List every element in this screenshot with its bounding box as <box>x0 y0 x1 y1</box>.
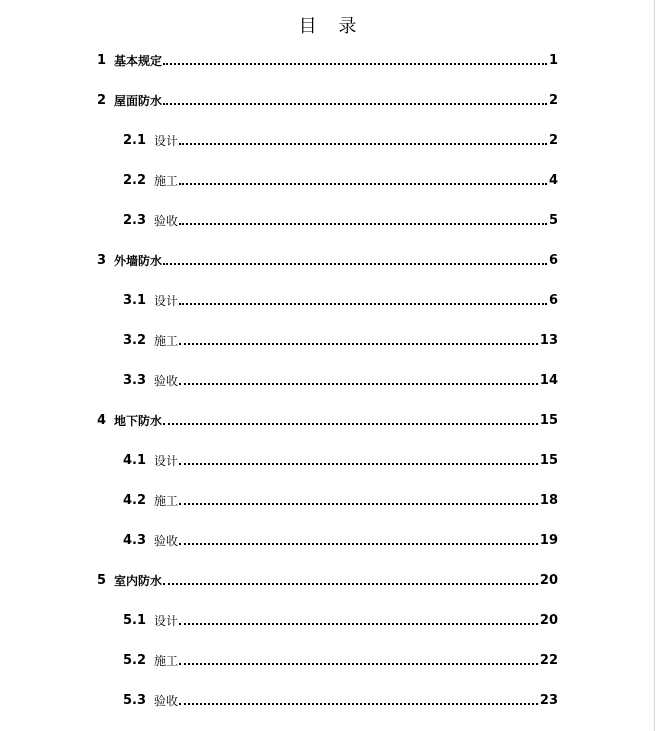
toc-entry-title: 验收 <box>154 694 179 708</box>
toc-leader-dots <box>179 183 547 185</box>
toc-entry-number: 2.1 <box>123 133 147 148</box>
toc-entry-page: 23 <box>539 693 558 708</box>
toc-entry[interactable] <box>123 452 558 470</box>
toc-entry-number: 1 <box>97 53 107 68</box>
toc-entry-title: 验收 <box>154 214 179 228</box>
toc-leader-dots <box>163 63 547 65</box>
toc-entry-page: 20 <box>539 573 558 588</box>
toc-entry-title: 设计 <box>154 134 179 148</box>
toc-entry-page: 19 <box>539 533 558 548</box>
toc-entry-number: 5.3 <box>123 693 147 708</box>
toc-leader-dots <box>163 423 538 425</box>
toc-entry-page: 6 <box>548 293 558 308</box>
toc-leader-dots <box>179 463 538 465</box>
toc-entry-title: 验收 <box>154 534 179 548</box>
toc-leader-dots <box>179 143 547 145</box>
toc-entry[interactable] <box>123 492 558 510</box>
toc-entry-number: 3.2 <box>123 333 147 348</box>
toc-entry-number: 4.1 <box>123 453 147 468</box>
toc-entry-title: 验收 <box>154 374 179 388</box>
toc-entry-title: 基本规定 <box>114 54 163 68</box>
toc-entry-title: 室内防水 <box>114 574 163 588</box>
toc-leader-dots <box>179 703 538 705</box>
toc-entry-page: 14 <box>539 373 558 388</box>
toc-entry[interactable] <box>97 412 558 430</box>
toc-leader-dots <box>179 223 547 225</box>
toc-entry-page: 2 <box>548 93 558 108</box>
toc-entry[interactable] <box>123 332 558 350</box>
toc-entry[interactable] <box>97 92 558 110</box>
toc-leader-dots <box>179 543 538 545</box>
toc-entry-page: 22 <box>539 653 558 668</box>
toc-entry-page: 15 <box>539 453 558 468</box>
toc-entry-title: 外墙防水 <box>114 254 163 268</box>
toc-leader-dots <box>179 383 538 385</box>
toc-leader-dots <box>179 343 538 345</box>
toc-entry-title: 设计 <box>154 294 179 308</box>
toc-entry[interactable] <box>123 212 558 230</box>
toc-entry-number: 4.3 <box>123 533 147 548</box>
toc-entry[interactable] <box>123 692 558 710</box>
toc-leader-dots <box>179 503 538 505</box>
toc-entry-number: 5.1 <box>123 613 147 628</box>
toc-entry-number: 2 <box>97 93 107 108</box>
toc-entry-number: 3.3 <box>123 373 147 388</box>
toc-leader-dots <box>163 583 538 585</box>
toc-entry[interactable] <box>97 252 558 270</box>
toc-entry-title: 设计 <box>154 614 179 628</box>
toc-entry-title: 施工 <box>154 494 179 508</box>
toc-entry-number: 4 <box>97 413 107 428</box>
toc-entry-page: 6 <box>548 253 558 268</box>
toc-entry-number: 2.2 <box>123 173 147 188</box>
toc-entry[interactable] <box>123 532 558 550</box>
toc-entry-page: 18 <box>539 493 558 508</box>
toc-entry[interactable] <box>123 612 558 630</box>
toc-entry[interactable] <box>123 292 558 310</box>
toc-title: 目 录 <box>298 16 365 37</box>
toc-entry-title: 施工 <box>154 334 179 348</box>
toc-entry-title: 施工 <box>154 654 179 668</box>
toc-entry-page: 4 <box>548 173 558 188</box>
toc-entry-number: 5 <box>97 573 107 588</box>
toc-entry-title: 地下防水 <box>114 414 163 428</box>
toc-entry[interactable] <box>97 52 558 70</box>
toc-entry[interactable] <box>123 372 558 390</box>
toc-leader-dots <box>179 663 538 665</box>
toc-entry-page: 20 <box>539 613 558 628</box>
toc-entry-number: 2.3 <box>123 213 147 228</box>
toc-entry[interactable] <box>123 652 558 670</box>
toc-entry-page: 15 <box>539 413 558 428</box>
toc-entry-number: 3.1 <box>123 293 147 308</box>
toc-entry[interactable] <box>97 572 558 590</box>
toc-entry[interactable] <box>123 132 558 150</box>
toc-leader-dots <box>163 263 547 265</box>
toc-entry-number: 4.2 <box>123 493 147 508</box>
toc-leader-dots <box>179 623 538 625</box>
toc-leader-dots <box>163 103 547 105</box>
toc-entry-number: 5.2 <box>123 653 147 668</box>
toc-entry-page: 5 <box>548 213 558 228</box>
toc-entry-page: 1 <box>548 53 558 68</box>
toc-entry-title: 施工 <box>154 174 179 188</box>
toc-entry-number: 3 <box>97 253 107 268</box>
toc-leader-dots <box>179 303 547 305</box>
toc-entry-title: 屋面防水 <box>114 94 163 108</box>
toc-entry-page: 2 <box>548 133 558 148</box>
toc-entry-page: 13 <box>539 333 558 348</box>
toc-entry[interactable] <box>123 172 558 190</box>
toc-entry-title: 设计 <box>154 454 179 468</box>
